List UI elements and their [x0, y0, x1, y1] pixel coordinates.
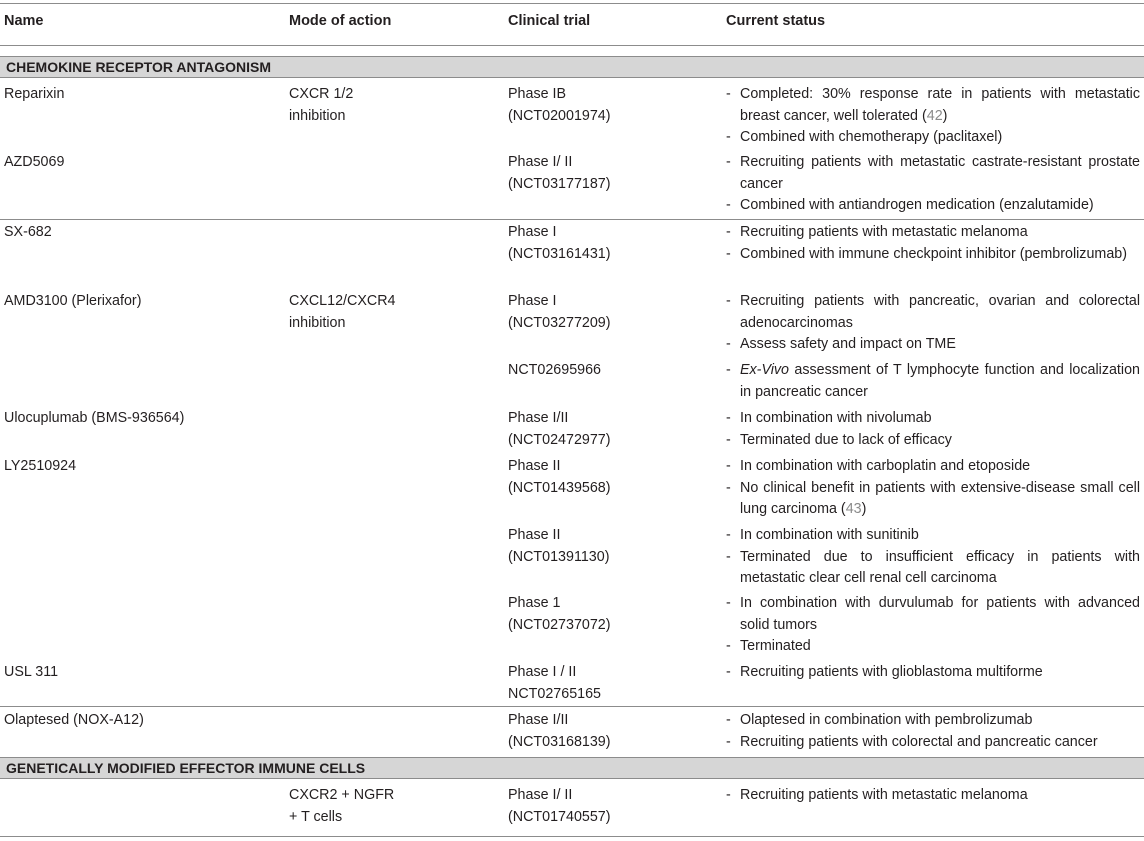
trial-line: Phase II [508, 527, 561, 543]
header-name: Name [4, 13, 44, 29]
trial-line: Phase I/II [508, 410, 569, 426]
header-current-status: Current status [726, 13, 826, 29]
status-list [726, 593, 1140, 658]
status-item [726, 456, 1140, 478]
status-list [726, 222, 1140, 265]
current-status [726, 785, 1140, 807]
status-item [726, 195, 1140, 217]
status-item [726, 662, 1140, 684]
trial-line: (NCT03161431) [508, 245, 611, 262]
trial-line: Phase I [508, 293, 557, 309]
mode-of-action [289, 785, 489, 828]
status-text: Recruiting patients with pancreatic, ovarian and colorectal adenocarcinomas [740, 293, 1140, 331]
trial-line: (NCT02001974) [508, 107, 611, 124]
status-item [726, 360, 1140, 403]
reference-number: 43 [845, 501, 862, 517]
group-rule [0, 219, 1144, 220]
status-text: assessment of T lymphocyte function and localization in pancreatic cancer [740, 362, 1140, 400]
clinical-trial [508, 525, 708, 568]
mode-line: inhibition [289, 314, 346, 331]
table-bottom-rule [0, 836, 1144, 837]
status-italic: Ex-Vivo [740, 362, 789, 378]
trial-line: Phase I/II [508, 712, 569, 728]
status-item [726, 244, 1140, 266]
clinical-trial [508, 152, 708, 195]
drug-name: USL 311 [4, 664, 59, 680]
clinical-trial [508, 222, 708, 265]
status-text: Terminated due to lack of efficacy [740, 431, 952, 448]
current-status [726, 662, 1140, 684]
trial-line: (NCT03277209) [508, 314, 611, 331]
status-list [726, 84, 1140, 149]
drug-name: Olaptesed (NOX-A12) [4, 712, 144, 728]
trial-line: (NCT01740557) [508, 808, 611, 825]
current-status [726, 291, 1140, 356]
trial-line: NCT02695966 [508, 362, 601, 378]
trial-line: Phase I/ II [508, 154, 573, 170]
current-status [726, 408, 1140, 451]
trial-line: Phase I/ II [508, 787, 573, 803]
reference-number: 42 [926, 107, 943, 124]
current-status [726, 456, 1140, 521]
clinical-trial [508, 593, 708, 636]
status-text: ) [942, 107, 948, 124]
drug-name: AZD5069 [4, 154, 65, 170]
trial-line: (NCT01391130) [508, 548, 610, 565]
status-list [726, 408, 1140, 451]
status-list [726, 785, 1140, 807]
current-status [726, 222, 1140, 265]
header-mode-of-action: Mode of action [289, 13, 392, 29]
current-status [726, 593, 1140, 658]
trial-line: Phase I / II [508, 664, 577, 680]
status-item [726, 127, 1140, 149]
mode-line: CXCR2 + NGFR [289, 787, 395, 803]
drug-name: Reparixin [4, 86, 65, 102]
status-list [726, 456, 1140, 521]
status-text: Assess safety and impact on TME [740, 336, 956, 352]
current-status [726, 710, 1140, 753]
status-item [726, 152, 1140, 195]
trial-line: (NCT03177187) [508, 175, 611, 192]
trial-line: (NCT02472977) [508, 431, 611, 448]
trial-line: (NCT01439568) [508, 479, 611, 496]
mode-of-action [289, 291, 489, 334]
section-header: CHEMOKINE RECEPTOR ANTAGONISM [0, 56, 1144, 78]
status-list [726, 152, 1140, 217]
status-item [726, 222, 1140, 244]
mode-line: CXCL12/CXCR4 [289, 293, 396, 309]
current-status [726, 525, 1140, 590]
clinical-trial [508, 785, 708, 828]
status-item [726, 525, 1140, 547]
status-item [726, 430, 1140, 452]
header-rule [0, 45, 1144, 46]
mode-line: inhibition [289, 107, 346, 124]
status-list [726, 360, 1140, 403]
status-text: In combination with carboplatin and etoposide [740, 458, 1031, 474]
trial-line: Phase 1 [508, 595, 561, 611]
clinical-trial [508, 662, 708, 705]
status-item [726, 408, 1140, 430]
status-text: Terminated due to insufficient efficacy in patients with metastatic clear cell renal cell carcinoma [740, 548, 1140, 586]
status-list [726, 662, 1140, 684]
drug-name: LY2510924 [4, 458, 77, 474]
trial-line: Phase I [508, 224, 557, 240]
status-text: Olaptesed in combination with pembrolizumab [740, 712, 1033, 728]
current-status [726, 84, 1140, 149]
mode-line: CXCR 1/2 [289, 86, 354, 102]
status-text: Completed: 30% response rate in patients with metastatic breast cancer, well tolerated ( [740, 86, 1140, 124]
trial-line: (NCT02737072) [508, 616, 611, 633]
status-text: Recruiting patients with metastatic melanoma [740, 224, 1028, 240]
status-text: Combined with antiandrogen medication (enzalutamide) [740, 197, 1094, 213]
clinical-trial [508, 408, 708, 451]
drug-name: SX-682 [4, 224, 52, 240]
clinical-trial [508, 456, 708, 499]
status-text: In combination with sunitinib [740, 527, 919, 543]
status-item [726, 710, 1140, 732]
status-text: Recruiting patients with glioblastoma multiforme [740, 664, 1043, 680]
trial-line: (NCT03168139) [508, 733, 611, 750]
status-item [726, 291, 1140, 334]
clinical-trial [508, 84, 708, 127]
current-status [726, 152, 1140, 217]
status-list [726, 525, 1140, 590]
status-item [726, 636, 1140, 658]
trial-line: Phase II [508, 458, 561, 474]
drug-name: Ulocuplumab (BMS-936564) [4, 410, 185, 426]
status-item [726, 593, 1140, 636]
status-text: In combination with nivolumab [740, 410, 932, 426]
status-item [726, 84, 1140, 127]
drug-name: AMD3100 (Plerixafor) [4, 293, 142, 309]
trial-line: NCT02765165 [508, 685, 601, 702]
status-item [726, 478, 1140, 521]
clinical-trial [508, 291, 708, 334]
status-text: Combined with chemotherapy (paclitaxel) [740, 129, 1003, 145]
mode-line: + T cells [289, 808, 343, 825]
status-text: Combined with immune checkpoint inhibitor (pembrolizumab) [740, 245, 1127, 262]
status-text: Recruiting patients with metastatic melanoma [740, 787, 1028, 803]
section-header: GENETICALLY MODIFIED EFFECTOR IMMUNE CELLS [0, 757, 1144, 779]
clinical-trial [508, 710, 708, 753]
status-text: Recruiting patients with colorectal and pancreatic cancer [740, 733, 1098, 750]
status-text: No clinical benefit in patients with extensive-disease small cell lung carcinoma ( [740, 479, 1140, 517]
header-clinical-trial: Clinical trial [508, 13, 591, 29]
trial-line: Phase IB [508, 86, 567, 102]
status-item [726, 547, 1140, 590]
status-item [726, 334, 1140, 356]
status-text: In combination with durvulumab for patients with advanced solid tumors [740, 595, 1140, 633]
status-item [726, 785, 1140, 807]
current-status [726, 360, 1140, 403]
mode-of-action [289, 84, 489, 127]
status-text: ) [861, 501, 867, 517]
status-list [726, 710, 1140, 753]
status-list [726, 291, 1140, 356]
status-text: Terminated [740, 638, 811, 654]
status-text: Recruiting patients with metastatic castrate-resistant prostate cancer [740, 154, 1140, 192]
group-rule [0, 706, 1144, 707]
clinical-trial [508, 360, 708, 382]
table-top-rule [0, 3, 1144, 4]
status-item [726, 732, 1140, 754]
